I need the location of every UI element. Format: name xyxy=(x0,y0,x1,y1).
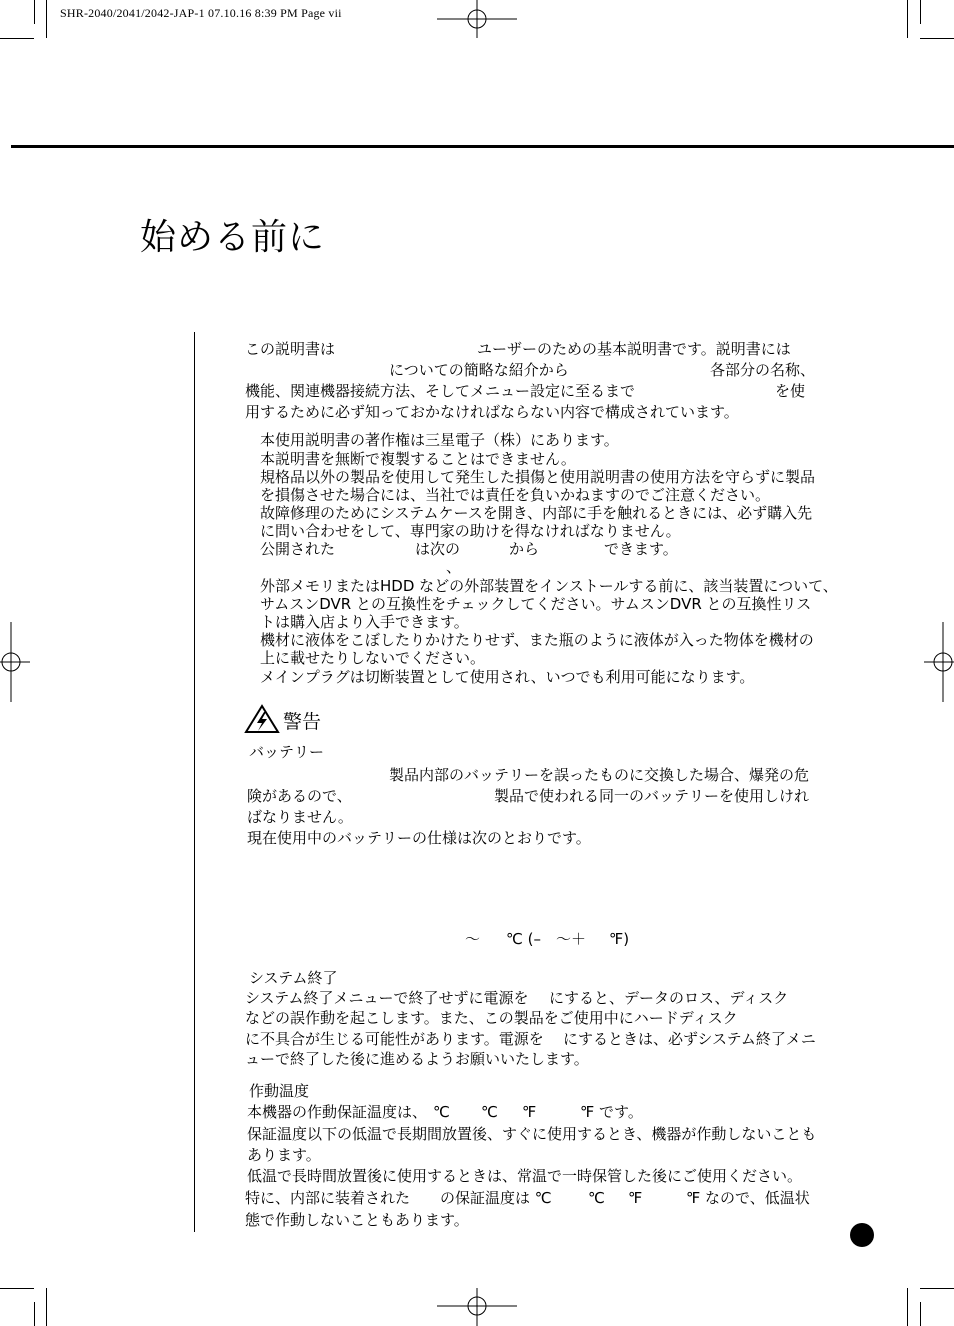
shutdown-text: にすると、データのロス、ディスク xyxy=(549,989,789,1007)
note-line: 本使用説明書の著作権は三星電子（株）にあります。 xyxy=(260,431,619,449)
operating-temp-text: ℉ xyxy=(522,1103,537,1121)
shutdown-text: ューで終了した後に進めるようお願いいたします。 xyxy=(245,1050,589,1068)
shutdown-heading: システム終了 xyxy=(249,969,338,987)
shutdown-text: に不具合が生じる可能性があります。電源を xyxy=(245,1030,544,1048)
note-line: できます。 xyxy=(604,540,678,558)
note-line: 機材に液体をこぼしたりかけたりせず、また瓶のように液体が入った物体を機材の xyxy=(260,631,814,649)
note-line: 上に載せたりしないでください。 xyxy=(260,649,486,667)
note-line: を損傷させた場合には、当社では責任を負いかねますのでご注意ください。 xyxy=(260,486,771,504)
operating-temp-heading: 作動温度 xyxy=(249,1082,310,1100)
header-rule xyxy=(11,145,954,148)
operating-temp-text: ℉ xyxy=(628,1189,643,1207)
note-line: 本説明書を無断で複製することはできません。 xyxy=(260,450,576,468)
operating-temp-text: あります。 xyxy=(247,1146,321,1164)
intro-text: ユーザーのための基本説明書です。説明書には xyxy=(477,340,791,358)
note-line: 故障修理のためにシステムケースを開き、内部に手を触れるときには、必ず購入先 xyxy=(260,504,813,522)
page-marker-dot xyxy=(850,1223,874,1247)
note-line: サムスンDVR との互換性をチェックしてください。サムスンDVR との互換性リス xyxy=(260,595,812,613)
note-line: は次の xyxy=(415,540,461,558)
page-title: 始める前に xyxy=(140,217,326,258)
operating-temp-text: 低温で長時間放置後に使用するときは、常温で一時保管した後にご使用ください。 xyxy=(247,1167,803,1185)
note-line: に問い合わせをして、専門家の助けを得なければなりません。 xyxy=(260,522,681,540)
battery-text: 険があるので、 xyxy=(247,787,352,805)
operating-temp-text: 特に、内部に装着された xyxy=(245,1189,411,1207)
print-header: SHR-2040/2041/2042-JAP-1 07.10.16 8:39 PM Page vii xyxy=(60,6,342,20)
shutdown-text: などの誤作動を起こします。また、この製品をご使用中にハードディスク xyxy=(245,1009,738,1027)
intro-text: 機能、関連機器接続方法、そしてメニュー設定に至るまで xyxy=(245,382,636,400)
battery-text: ばなりません。 xyxy=(247,808,353,826)
intro-text: を使 xyxy=(775,382,806,400)
intro-text: この説明書は xyxy=(245,340,336,358)
note-line: 公開された xyxy=(260,540,336,558)
lightning-warning-icon xyxy=(244,704,280,734)
operating-temp-text: ℃ xyxy=(481,1103,498,1121)
operating-temp-text: 態で作動しないこともあります。 xyxy=(245,1211,469,1229)
intro-text: 用するために必ず知っておかなければならない内容で構成されています。 xyxy=(245,403,739,421)
battery-text: 製品内部のバッテリーを誤ったものに交換した場合、爆発の危 xyxy=(389,766,810,784)
operating-temp-text: 本機器の作動保証温度は、 xyxy=(247,1103,428,1121)
operating-temp-text: ℃ xyxy=(588,1189,605,1207)
battery-text: 現在使用中のバッテリーの仕様は次のとおりです。 xyxy=(247,829,591,847)
operating-temp-text: の保証温度は ℃ xyxy=(440,1189,552,1207)
note-line: メインプラグは切断装置として使用され、いつでも利用可能になります。 xyxy=(260,668,755,686)
battery-text: 製品で使われる同一のバッテリーを使用しけれ xyxy=(494,787,810,805)
operating-temp-text: ℃ xyxy=(433,1103,450,1121)
shutdown-text: にするときは、必ずシステム終了メニ xyxy=(563,1030,816,1048)
intro-text: 各部分の名称、 xyxy=(710,361,816,379)
operating-temp-text: ℉ なので、低温状 xyxy=(686,1189,810,1207)
battery-temp-text: ～ xyxy=(465,930,481,948)
note-line: 、 xyxy=(446,558,462,576)
battery-temp-text: ℃ (– ～＋ xyxy=(506,930,586,948)
note-line: トは購入店より入手できます。 xyxy=(260,613,469,631)
operating-temp-text: 保証温度以下の低温で長期間放置後、すぐに使用するとき、機器が作動しないことも xyxy=(247,1125,817,1143)
intro-text: についての簡略な紹介から xyxy=(389,361,569,379)
shutdown-text: システム終了メニューで終了せずに電源を xyxy=(245,989,529,1007)
battery-heading: バッテリー xyxy=(249,743,325,761)
note-line: 外部メモリまたはHDD などの外部装置をインストールする前に、該当装置について、 xyxy=(260,577,838,595)
operating-temp-text: ℉ です。 xyxy=(580,1103,643,1121)
note-line: 規格品以外の製品を使用して発生した損傷と使用説明書の使用方法を守らずに製品 xyxy=(260,468,816,486)
margin-rule xyxy=(194,332,195,1232)
note-line: から xyxy=(509,540,540,558)
warning-title: 警告 xyxy=(283,711,322,733)
battery-temp-text: ℉) xyxy=(609,930,630,948)
